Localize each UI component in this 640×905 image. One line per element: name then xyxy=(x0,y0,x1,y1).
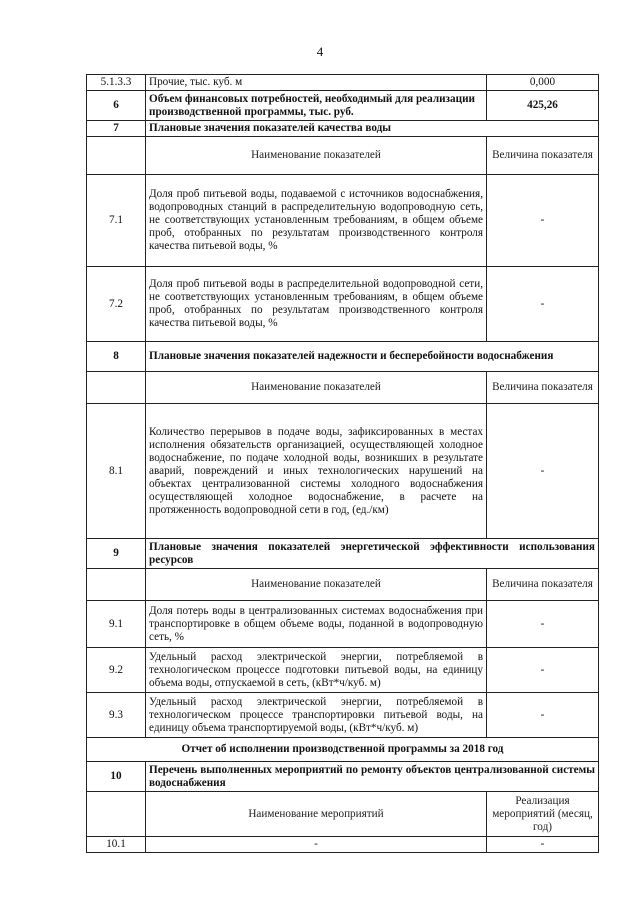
table-row xyxy=(87,75,599,91)
table-row xyxy=(87,91,599,121)
header-name: Наименование мероприятий xyxy=(146,792,487,837)
table-header-row xyxy=(87,372,599,404)
row-number: 10.1 xyxy=(87,837,146,853)
row-text: Прочие, тыс. куб. м xyxy=(146,75,487,91)
section-title: Перечень выполненных мероприятий по ремонту объектов централизованной системы водоснабжения xyxy=(146,762,599,792)
row-value: - xyxy=(487,175,599,267)
row-text: Доля потерь воды в централизованных системах водоснабжения при транспортировке в общем объеме воды, поданной в водопроводную сеть, % xyxy=(146,601,487,648)
section-row xyxy=(87,342,599,372)
section-number: 10 xyxy=(87,762,146,792)
table-header-row xyxy=(87,137,599,175)
header-name: Наименование показателей xyxy=(146,372,487,404)
table-row xyxy=(87,648,599,693)
row-value: - xyxy=(487,693,599,738)
header-name: Наименование показателей xyxy=(146,569,487,601)
row-number: 9.3 xyxy=(87,693,146,738)
row-text: Доля проб питьевой воды в распределительной водопроводной сети, не соответствующих установленным требованиям, в общем объеме проб, отобранных по результатам производственного контроля качества питьевой воды, % xyxy=(146,267,487,342)
section-number: 9 xyxy=(87,539,146,569)
section-title: Плановые значения показателей энергетической эффективности использования ресурсов xyxy=(146,539,599,569)
row-number: 7.1 xyxy=(87,175,146,267)
row-number: 7.2 xyxy=(87,267,146,342)
header-empty-cell xyxy=(87,137,146,175)
row-text: - xyxy=(146,837,487,853)
header-value: Величина показателя xyxy=(487,137,599,175)
report-title-row xyxy=(87,738,599,762)
row-number: 8.1 xyxy=(87,404,146,539)
table-header-row xyxy=(87,792,599,837)
header-value: Величина показателя xyxy=(487,372,599,404)
section-title: Плановые значения показателей надежности и бесперебойности водоснабжения xyxy=(146,342,599,372)
row-value: - xyxy=(487,837,599,853)
report-title: Отчет об исполнении производственной программы за 2018 год xyxy=(87,738,599,762)
row-value: - xyxy=(487,404,599,539)
table-header-row xyxy=(87,569,599,601)
table-row xyxy=(87,267,599,342)
page-number: 4 xyxy=(316,44,324,59)
row-value: 425,26 xyxy=(487,91,599,121)
row-value: - xyxy=(487,648,599,693)
row-text: Объем финансовых потребностей, необходимый для реализации производственной программы, тыс. руб. xyxy=(146,91,487,121)
row-number: 6 xyxy=(87,91,146,121)
row-value: - xyxy=(487,267,599,342)
section-row xyxy=(87,762,599,792)
row-number: 5.1.3.3 xyxy=(87,75,146,91)
production-program-table xyxy=(86,74,599,853)
section-number: 8 xyxy=(87,342,146,372)
header-empty-cell xyxy=(87,792,146,837)
row-number: 9.2 xyxy=(87,648,146,693)
table-row xyxy=(87,837,599,853)
table-row xyxy=(87,693,599,738)
section-title: Плановые значения показателей качества воды xyxy=(146,121,599,137)
table-row xyxy=(87,175,599,267)
header-value: Величина показателя xyxy=(487,569,599,601)
row-text: Доля проб питьевой воды, подаваемой с источников водоснабжения, водопроводных станций в распределительную водопроводную сеть, не соответствующих установленным требованиям, в общем объеме проб, отобранных по результатам производственного контроля качества питьевой воды, % xyxy=(146,175,487,267)
section-row xyxy=(87,539,599,569)
row-value: - xyxy=(487,601,599,648)
header-empty-cell xyxy=(87,569,146,601)
row-number: 9.1 xyxy=(87,601,146,648)
row-text: Удельный расход электрической энергии, потребляемой в технологическом процессе подготовки питьевой воды, на единицу объема воды, отпускаемой в сеть, (кВт*ч/куб. м) xyxy=(146,648,487,693)
header-value: Реализация мероприятий (месяц, год) xyxy=(487,792,599,837)
header-name: Наименование показателей xyxy=(146,137,487,175)
table-row xyxy=(87,601,599,648)
section-number: 7 xyxy=(87,121,146,137)
row-text: Количество перерывов в подаче воды, зафиксированных в местах исполнения обязательств организацией, осуществляющей холодное водоснабжение, по подаче холодной воды, возникших в результате аварий, повреждений и иных технологических нарушений на объектах централизованной системы холодного водоснабжения осуществляющей холодное водоснабжение, в расчете на протяженность водопроводной сети в год, (ед./км) xyxy=(146,404,487,539)
section-row xyxy=(87,121,599,137)
row-value: 0,000 xyxy=(487,75,599,91)
header-empty-cell xyxy=(87,372,146,404)
table-row xyxy=(87,404,599,539)
row-text: Удельный расход электрической энергии, потребляемой в технологическом процессе транспортировки питьевой воды, на единицу объема транспортируемой воды, (кВт*ч/куб. м) xyxy=(146,693,487,738)
